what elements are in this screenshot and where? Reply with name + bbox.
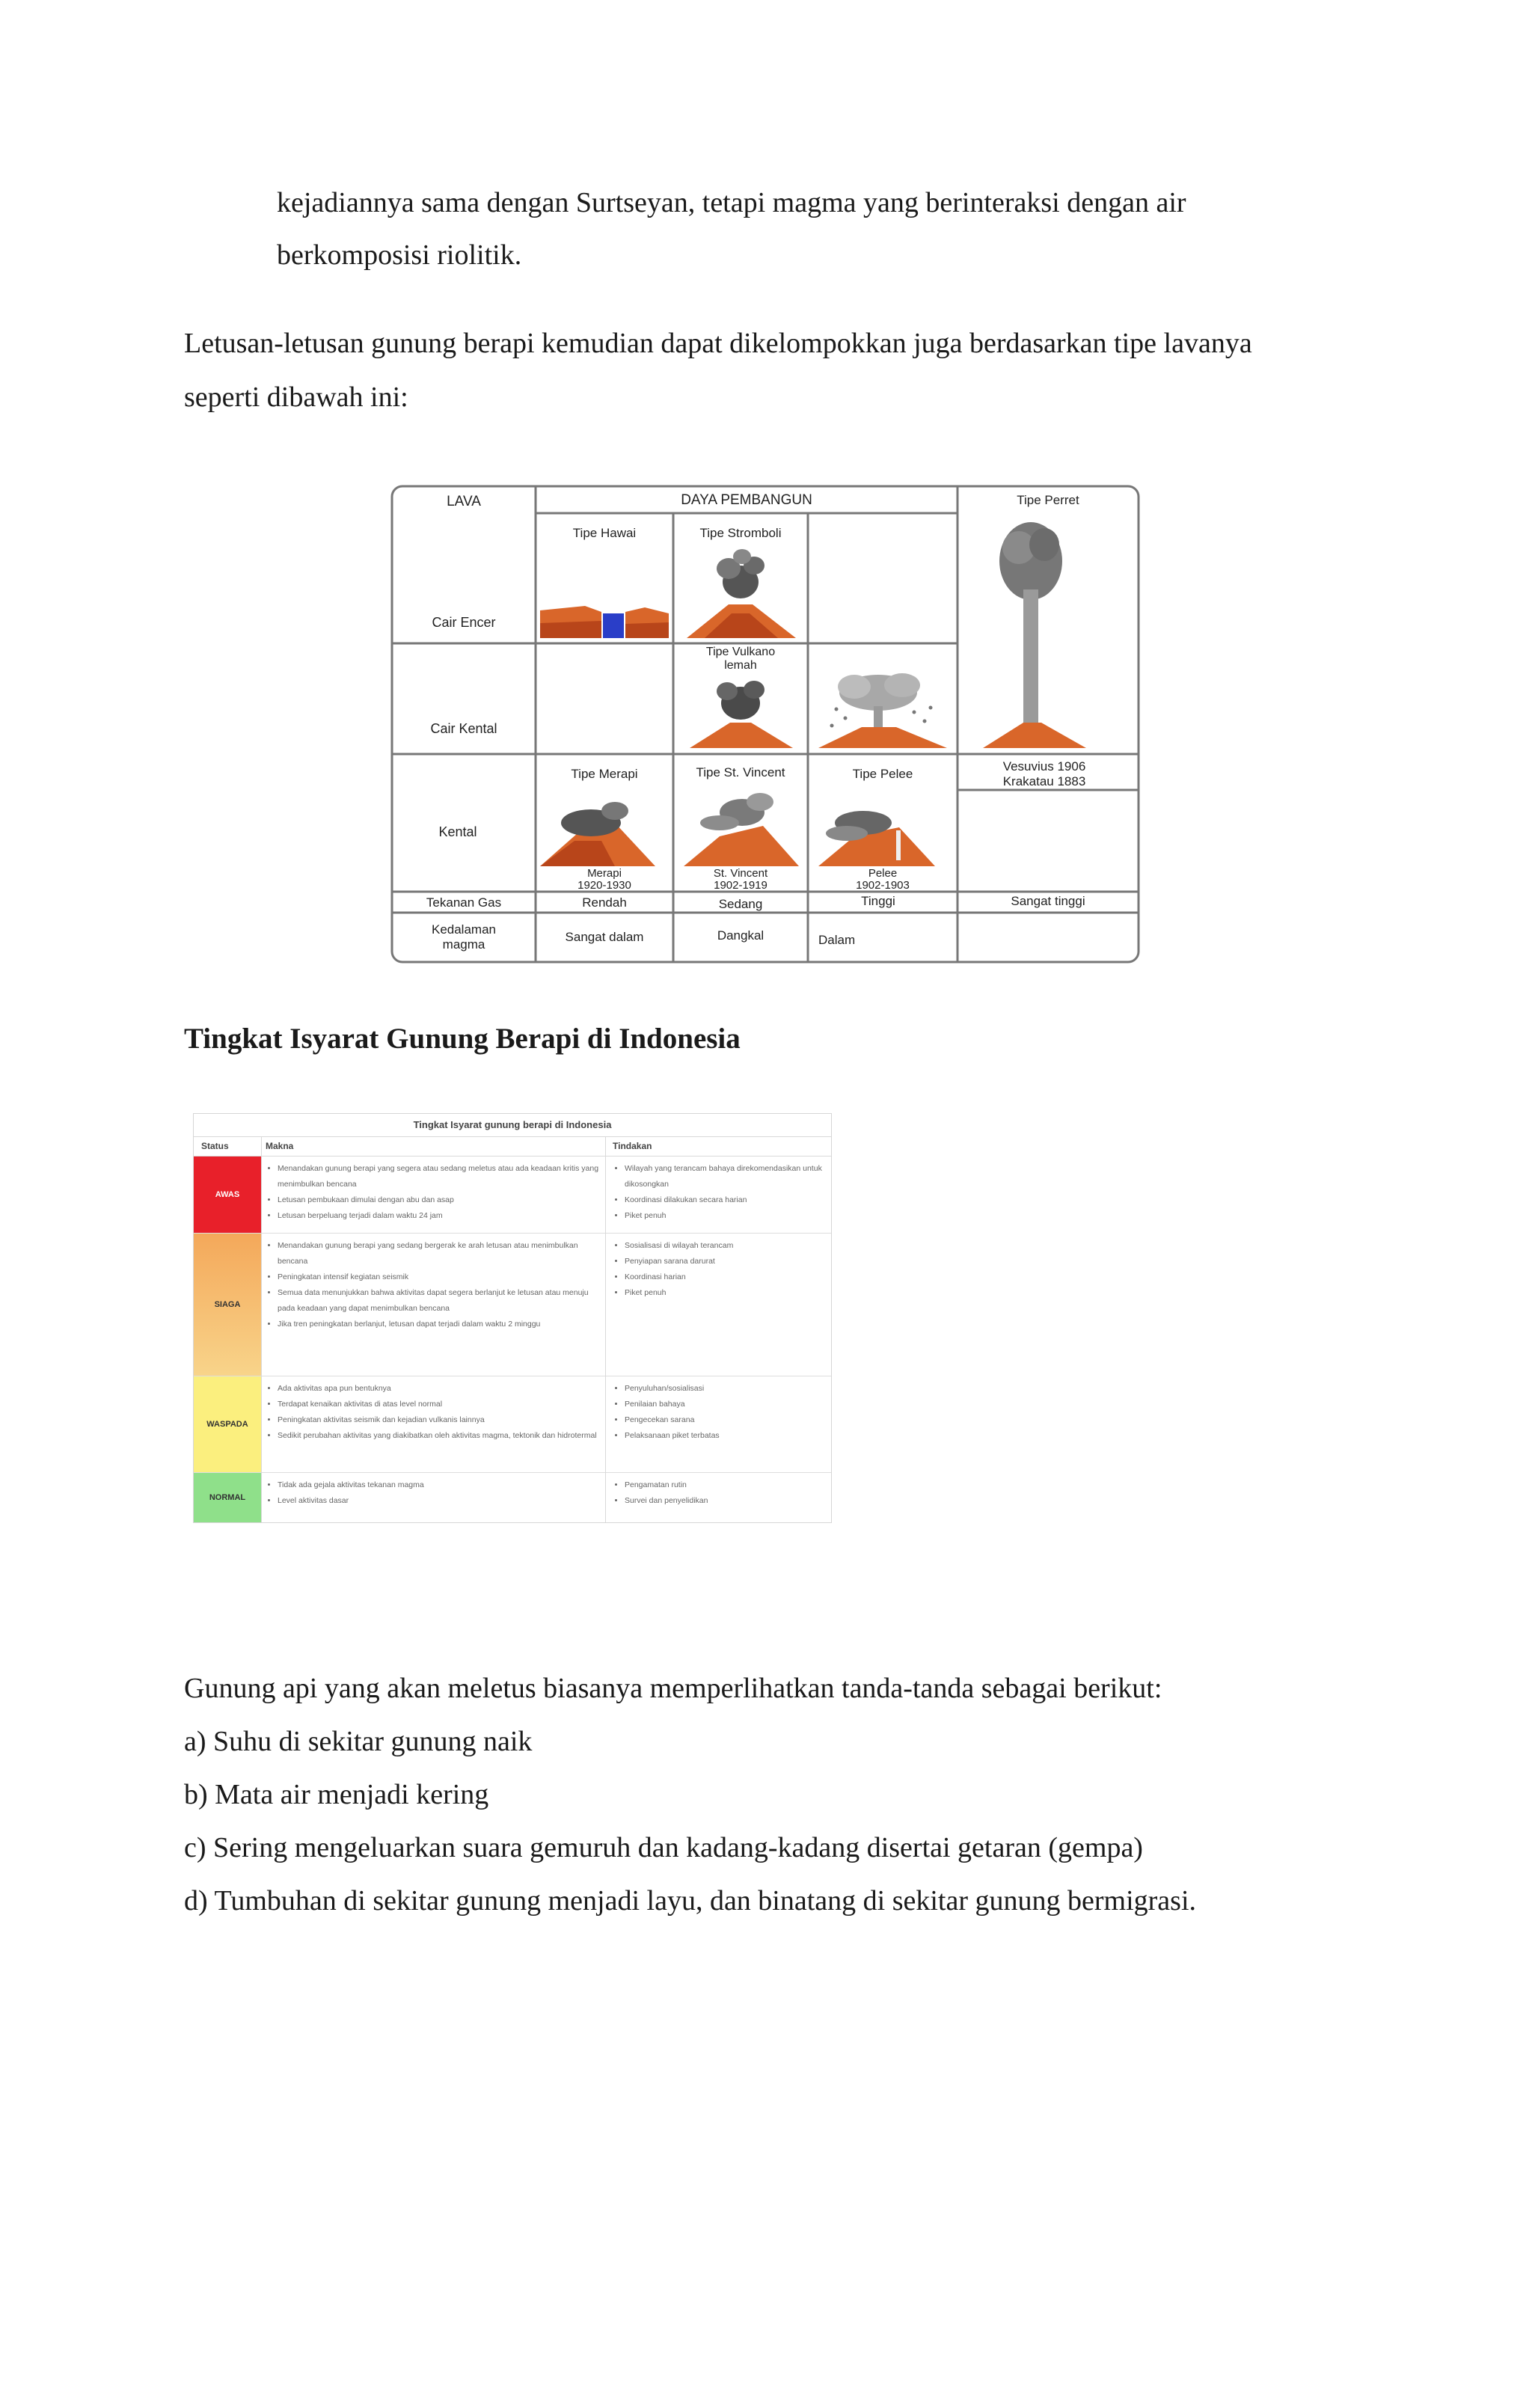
tipe-st-vincent-label: Tipe St. Vincent	[696, 765, 785, 779]
depth-value: Dangkal	[717, 928, 765, 943]
kedalaman-label: Kedalaman	[431, 922, 497, 937]
perret-header: Tipe Perret	[1017, 493, 1079, 507]
table-row	[194, 1473, 831, 1522]
gas-value: Tinggi	[861, 894, 895, 908]
tindakan-cell	[610, 1161, 827, 1224]
pelee-year: 1902-1903	[856, 879, 910, 892]
list-item: • Menandakan gunung berapi yang segera atau sedang meletus atau ada keadaan kritis yang menimbulkan bencana	[278, 1161, 599, 1192]
row-label-cair-encer: Cair Encer	[432, 615, 496, 630]
vesuvius-label: Vesuvius 1906	[1002, 759, 1086, 773]
gas-value: Sangat tinggi	[1011, 894, 1085, 908]
krakatau-label: Krakatau 1883	[1002, 774, 1086, 788]
list-item: b) Mata air menjadi kering	[184, 1779, 489, 1810]
table-title: Tingkat Isyarat gunung berapi di Indonesia	[194, 1114, 831, 1137]
gas-value: Rendah	[582, 895, 627, 910]
list-item: • Semua data menunjukkan bahwa aktivitas dapat segera berlanjut ke letusan atau menuju pada keadaan yang dapat menimbulkan bencana	[278, 1285, 599, 1317]
list-item: • Tidak ada gejala aktivitas tekanan magma	[278, 1477, 599, 1493]
paragraph-line: Letusan-letusan gunung berapi kemudian dapat dikelompokkan juga berdasarkan tipe lavanya	[184, 328, 1252, 359]
daya-pembangun-header: DAYA PEMBANGUN	[681, 492, 812, 508]
column-header-status: Status	[201, 1141, 229, 1151]
list-item: • Survei dan penyelidikan	[625, 1493, 827, 1509]
status-cell	[194, 1473, 261, 1522]
list-item: • Penyiapan sarana darurat	[625, 1254, 827, 1269]
makna-cell	[263, 1477, 599, 1509]
list-item: • Koordinasi dilakukan secara harian	[625, 1192, 827, 1208]
list-item: • Pengamatan rutin	[625, 1477, 827, 1493]
list-item: • Piket penuh	[625, 1285, 827, 1301]
list-item: • Peningkatan intensif kegiatan seismik	[278, 1269, 599, 1285]
status-label: NORMAL	[209, 1493, 246, 1502]
makna-cell	[263, 1381, 599, 1444]
status-cell	[194, 1234, 261, 1376]
paragraph-line: kejadiannya sama dengan Surtseyan, tetapi magma yang berinteraksi dengan air	[277, 187, 1186, 218]
list-item: • Letusan pembukaan dimulai dengan abu dan asap	[278, 1192, 599, 1208]
list-item: • Level aktivitas dasar	[278, 1493, 599, 1509]
status-cell	[194, 1376, 261, 1472]
lava-header: LAVA	[447, 494, 481, 509]
list-item: a) Suhu di sekitar gunung naik	[184, 1726, 533, 1757]
makna-cell	[263, 1238, 599, 1332]
status-label: SIAGA	[214, 1300, 241, 1309]
lava-type-diagram	[390, 485, 1140, 963]
st-vincent-year: 1902-1919	[714, 879, 767, 892]
lava-type-figure	[390, 485, 1140, 963]
status-level-table	[193, 1113, 832, 1523]
row-label-kental: Kental	[438, 824, 477, 839]
tindakan-cell	[610, 1238, 827, 1301]
paragraph-line: seperti dibawah ini:	[184, 382, 408, 413]
list-item: d) Tumbuhan di sekitar gunung menjadi layu, dan binatang di sekitar gunung bermigrasi.	[184, 1885, 1197, 1917]
list-item: • Penilaian bahaya	[625, 1397, 827, 1412]
column-header-tindakan: Tindakan	[613, 1141, 652, 1151]
column-divider	[605, 1136, 606, 1522]
depth-value: Sangat dalam	[565, 930, 644, 944]
tipe-pelee-label: Tipe Pelee	[852, 767, 913, 781]
status-cell	[194, 1156, 261, 1233]
tindakan-cell	[610, 1381, 827, 1444]
column-divider	[261, 1136, 262, 1522]
paragraph-line: berkomposisi riolitik.	[277, 239, 522, 271]
list-item: c) Sering mengeluarkan suara gemuruh dan kadang-kadang disertai getaran (gempa)	[184, 1832, 1143, 1863]
makna-cell	[263, 1161, 599, 1224]
list-item: • Jika tren peningkatan berlanjut, letusan dapat terjadi dalam waktu 2 minggu	[278, 1317, 599, 1332]
table-header-row	[194, 1136, 831, 1156]
paragraph-line: Gunung api yang akan meletus biasanya memperlihatkan tanda-tanda sebagai berikut:	[184, 1673, 1162, 1704]
column-header-makna: Makna	[266, 1141, 294, 1151]
list-item: • Terdapat kenaikan aktivitas di atas level normal	[278, 1397, 599, 1412]
pelee-name: Pelee	[868, 867, 898, 880]
list-item: • Koordinasi harian	[625, 1269, 827, 1285]
merapi-name: Merapi	[587, 867, 622, 880]
tipe-stromboli-label: Tipe Stromboli	[699, 526, 782, 540]
tipe-hawai-label: Tipe Hawai	[572, 526, 637, 540]
tipe-vulkano-label: Tipe Vulkano	[705, 646, 776, 658]
tindakan-cell	[610, 1477, 827, 1509]
row-label-cair-kental: Cair Kental	[430, 721, 497, 736]
list-item: • Peningkatan aktivitas seismik dan kejadian vulkanis lainnya	[278, 1412, 599, 1428]
list-item: • Letusan berpeluang terjadi dalam waktu 24 jam	[278, 1208, 599, 1224]
table-row	[194, 1234, 831, 1376]
list-item: • Pengecekan sarana	[625, 1412, 827, 1428]
list-item: • Penyuluhan/sosialisasi	[625, 1381, 827, 1397]
list-item: • Piket penuh	[625, 1208, 827, 1224]
list-item: • Sedikit perubahan aktivitas yang diakibatkan oleh aktivitas magma, tektonik dan hidrotermal	[278, 1428, 599, 1444]
merapi-year: 1920-1930	[577, 879, 631, 892]
tipe-vulkano-label: lemah	[724, 659, 757, 672]
table-row	[194, 1376, 831, 1473]
list-item: • Menandakan gunung berapi yang sedang bergerak ke arah letusan atau menimbulkan bencana	[278, 1238, 599, 1269]
kedalaman-label: magma	[442, 937, 485, 952]
list-item: • Sosialisasi di wilayah terancam	[625, 1238, 827, 1254]
tipe-merapi-label: Tipe Merapi	[571, 767, 638, 781]
tekanan-gas-label: Tekanan Gas	[426, 895, 502, 910]
section-heading: Tingkat Isyarat Gunung Berapi di Indonesia	[184, 1023, 741, 1055]
list-item: • Pelaksanaan piket terbatas	[625, 1428, 827, 1444]
gas-value: Sedang	[718, 897, 763, 911]
table-row	[194, 1156, 831, 1234]
status-label: AWAS	[215, 1190, 240, 1199]
list-item: • Wilayah yang terancam bahaya direkomendasikan untuk dikosongkan	[625, 1161, 827, 1192]
status-label: WASPADA	[206, 1420, 248, 1429]
depth-value: Dalam	[818, 933, 856, 947]
st-vincent-name: St. Vincent	[713, 867, 768, 880]
list-item: • Ada aktivitas apa pun bentuknya	[278, 1381, 599, 1397]
